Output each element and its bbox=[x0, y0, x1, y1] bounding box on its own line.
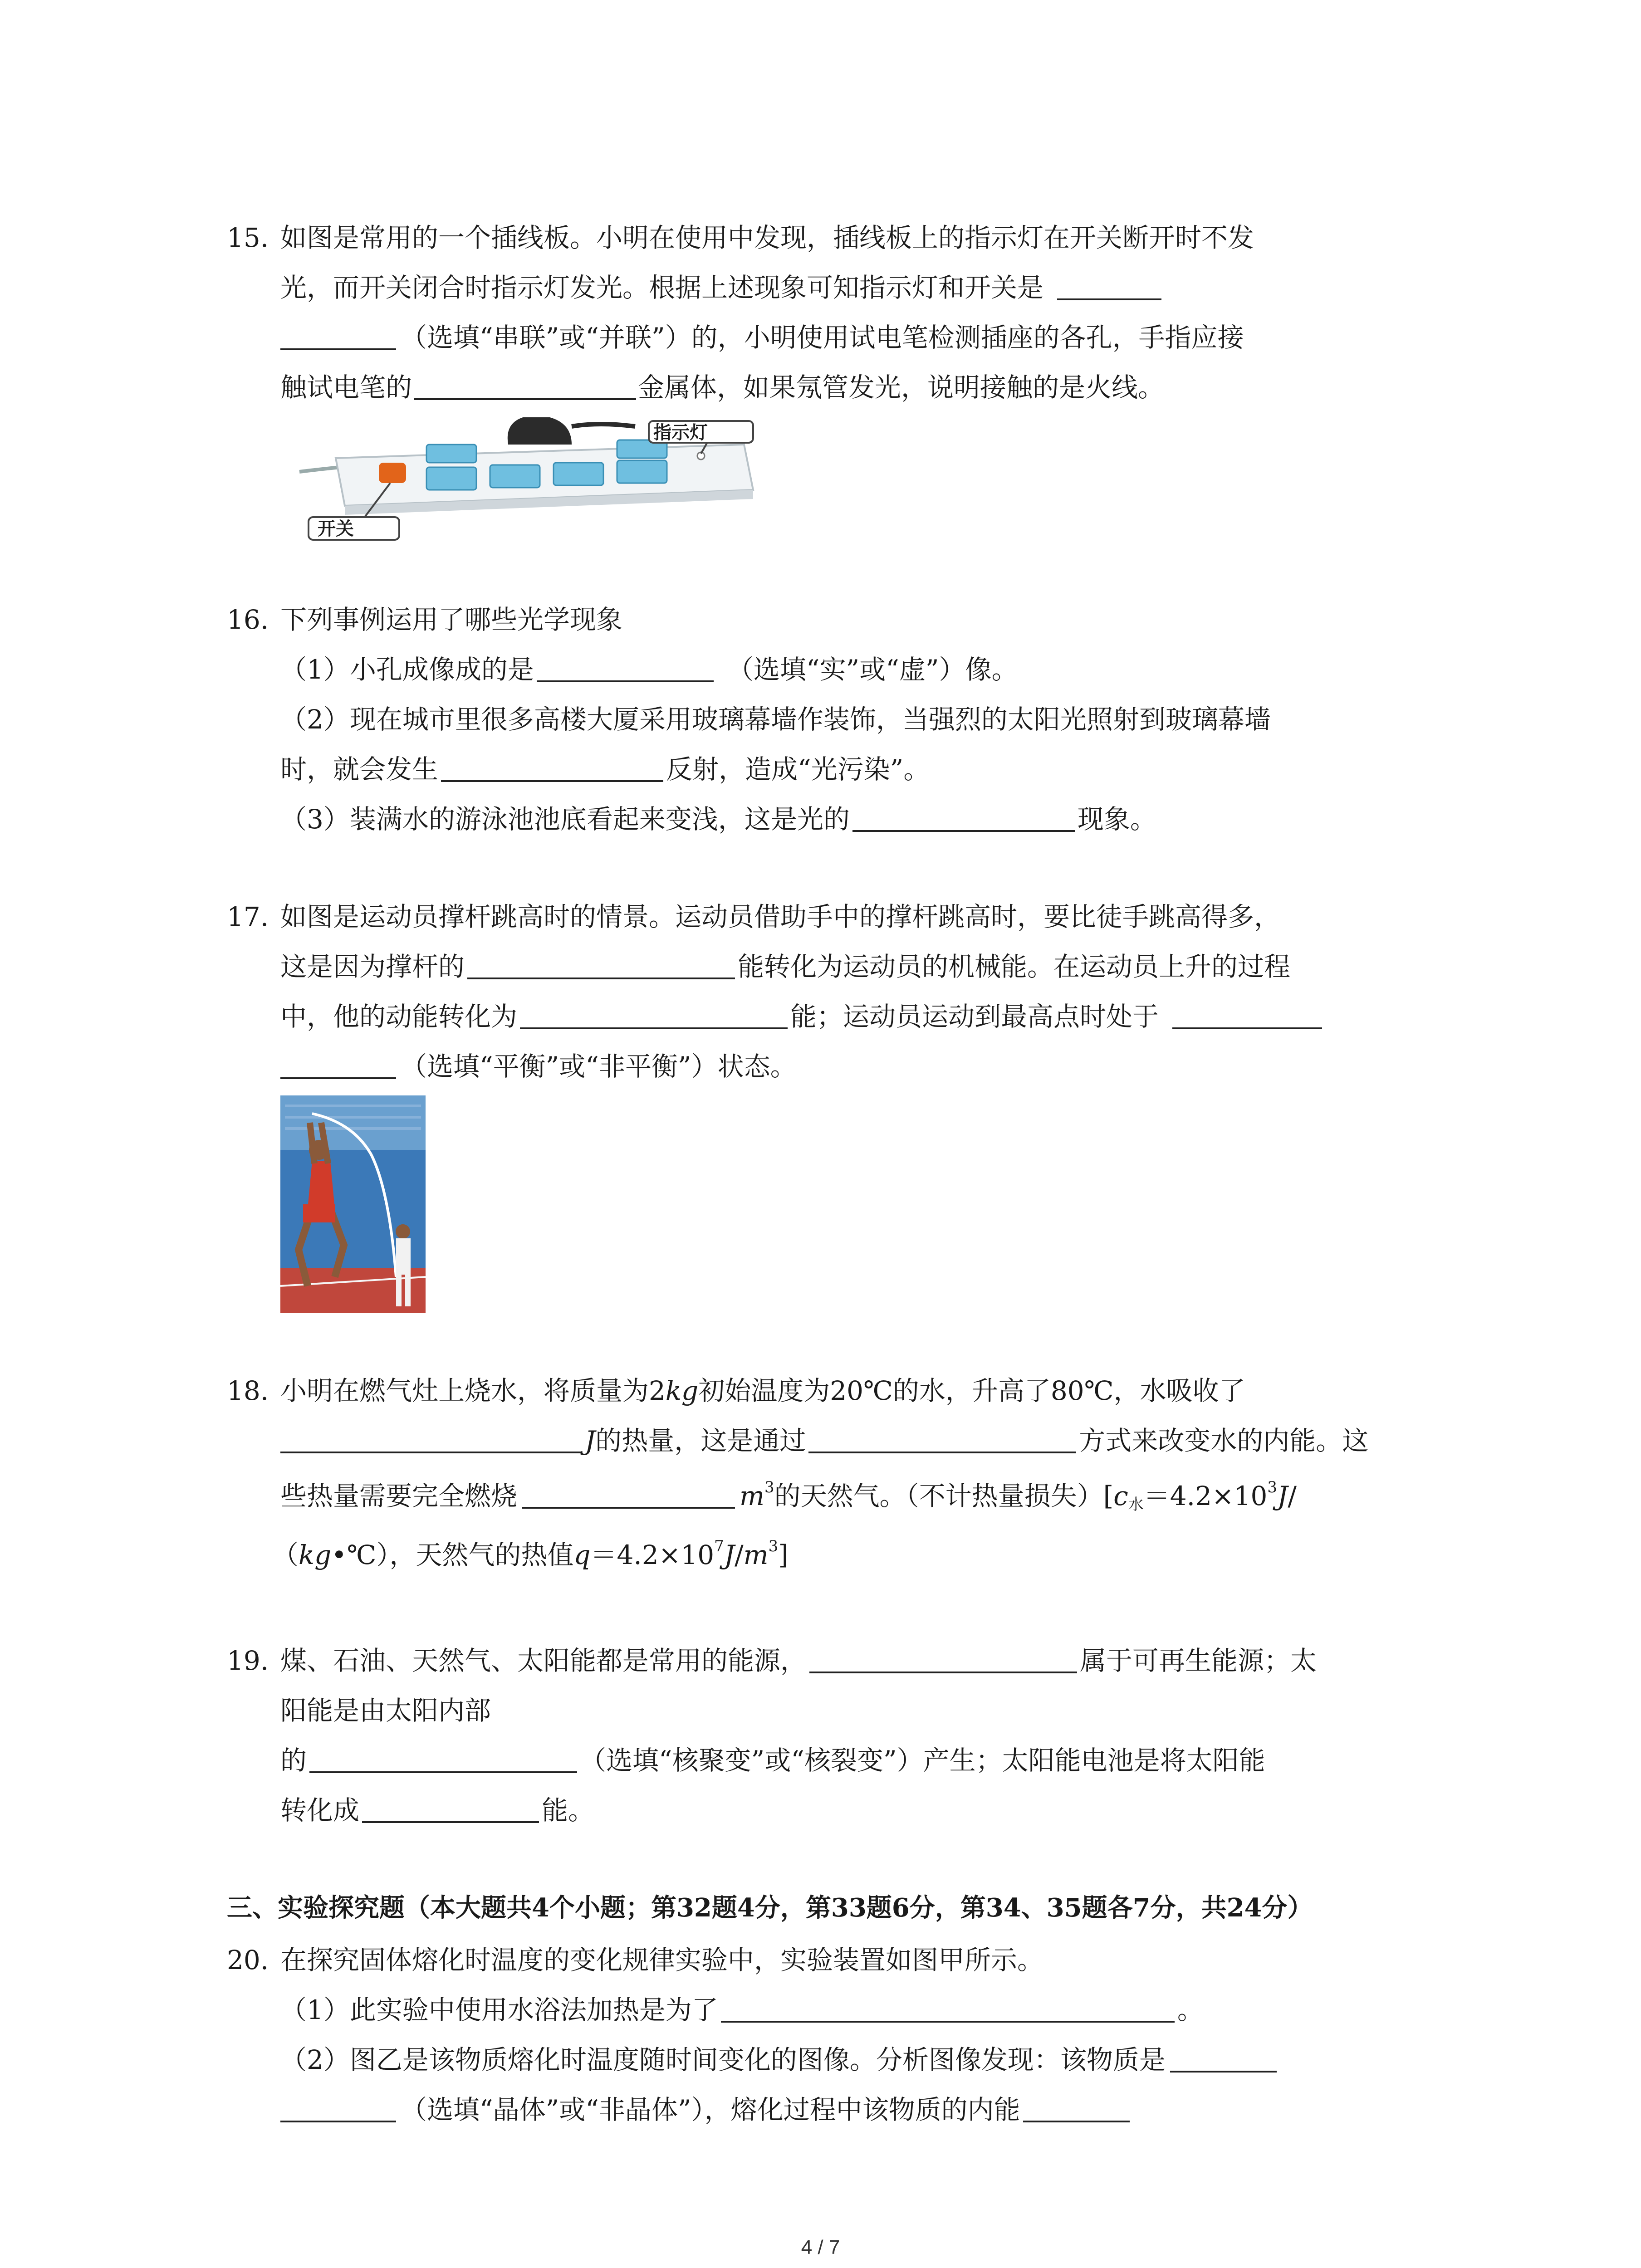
q19-line-2: 阳能是由太阳内部 bbox=[280, 1695, 491, 1726]
question-number: 16. bbox=[227, 604, 269, 635]
answer-blank[interactable] bbox=[309, 1744, 577, 1773]
q20-line-4 bbox=[280, 2093, 1130, 2126]
q17-text: 能转化为运动员的机械能。在运动员上升的过程 bbox=[738, 951, 1291, 982]
section-heading: 三、实验探究题（本大题共4个小题；第32题4分，第33题6分，第34、35题各7分，共24分） bbox=[227, 1893, 1313, 1923]
q16-text: （1）小孔成像成的是 bbox=[280, 654, 534, 685]
q18-text: ＝4.2×10 bbox=[1143, 1481, 1268, 1511]
q16-line-5 bbox=[280, 803, 1156, 836]
unit-joule: J bbox=[585, 1425, 596, 1456]
q16-line-4 bbox=[280, 753, 930, 786]
q18-text: •℃），天然气的热值 bbox=[331, 1540, 574, 1570]
q18-line-1 bbox=[280, 1374, 1245, 1407]
q18-text: 小明在燃气灶上烧水，将质量为2 bbox=[280, 1375, 666, 1406]
superscript: 3 bbox=[768, 1537, 779, 1555]
q16-text: 时，就会发生 bbox=[280, 754, 439, 785]
q19-text: 属于可再生能源；太 bbox=[1080, 1645, 1317, 1676]
q19-text: 能。 bbox=[542, 1795, 595, 1826]
question-number: 20. bbox=[227, 1945, 269, 1975]
unit-joule: J bbox=[724, 1540, 735, 1570]
q20-text: （选填“晶体”或“非晶体”），熔化过程中该物质的内能 bbox=[401, 2094, 1020, 2125]
q17-text: 这是因为撑杆的 bbox=[280, 951, 465, 982]
q15-text: 金属体，如果氖管发光，说明接触的是火线。 bbox=[638, 372, 1165, 403]
unit-joule: J bbox=[1277, 1481, 1288, 1511]
q15-line-3 bbox=[280, 321, 1244, 354]
answer-blank[interactable] bbox=[1023, 2093, 1130, 2122]
answer-blank[interactable] bbox=[362, 1794, 539, 1823]
q17-line-1: 如图是运动员撑杆跳高时的情景。运动员借助手中的撑杆跳高时，要比徒手跳高得多， bbox=[280, 901, 1281, 932]
q17-line-3 bbox=[280, 1000, 1322, 1033]
switch-icon bbox=[379, 463, 406, 483]
q15-text: 触试电笔的 bbox=[280, 372, 412, 403]
q15-line-2 bbox=[280, 271, 1161, 304]
q18-text: 些热量需要完全燃烧 bbox=[280, 1481, 518, 1511]
answer-blank[interactable] bbox=[852, 803, 1075, 832]
q18-text: / bbox=[1288, 1481, 1297, 1511]
answer-blank[interactable] bbox=[280, 1050, 396, 1079]
q18-text: 的热量，这是通过 bbox=[595, 1425, 806, 1456]
q17-text: （选填“平衡”或“非平衡”）状态。 bbox=[401, 1051, 797, 1082]
answer-blank[interactable] bbox=[280, 2093, 396, 2122]
q20-line-1: 在探究固体熔化时温度的变化规律实验中，实验装置如图甲所示。 bbox=[280, 1945, 1044, 1975]
answer-blank[interactable] bbox=[808, 1424, 1076, 1453]
q15-text: （选填“串联”或“并联”）的，小明使用试电笔检测插座的各孔，手指应接 bbox=[401, 322, 1244, 353]
unit-kg: kg bbox=[299, 1540, 332, 1570]
q15-line-4 bbox=[280, 371, 1164, 404]
unit-kg: kg bbox=[665, 1375, 699, 1406]
superscript: 3 bbox=[764, 1478, 774, 1496]
q19-text: 的 bbox=[280, 1745, 307, 1776]
answer-blank[interactable] bbox=[280, 1424, 582, 1453]
q20-line-2 bbox=[280, 1994, 1204, 2026]
superscript: 7 bbox=[714, 1537, 724, 1555]
q19-line-1 bbox=[280, 1644, 1317, 1677]
q18-text: （ bbox=[272, 1540, 299, 1570]
symbol-q: q bbox=[573, 1540, 591, 1570]
q19-line-3 bbox=[280, 1744, 1265, 1777]
symbol-c: c bbox=[1113, 1481, 1128, 1511]
pole-vault-photo bbox=[280, 1095, 426, 1313]
answer-blank[interactable] bbox=[414, 371, 636, 400]
label-switch: 开关 bbox=[318, 518, 354, 539]
question-number: 19. bbox=[227, 1645, 269, 1676]
label-indicator-light: 指示灯 bbox=[653, 422, 708, 443]
answer-blank[interactable] bbox=[467, 950, 735, 979]
q18-line-2 bbox=[280, 1424, 1368, 1457]
answer-blank[interactable] bbox=[280, 321, 396, 350]
answer-blank[interactable] bbox=[522, 1480, 735, 1509]
answer-blank[interactable] bbox=[520, 1000, 788, 1029]
superscript: 3 bbox=[1267, 1478, 1278, 1496]
answer-blank[interactable] bbox=[809, 1644, 1077, 1673]
q18-text: 初始温度为20℃的水，升高了80℃，水吸收了 bbox=[698, 1375, 1245, 1406]
q16-line-1: 下列事例运用了哪些光学现象 bbox=[280, 604, 623, 635]
q18-text: 方式来改变水的内能。这 bbox=[1079, 1425, 1369, 1456]
athlete-body bbox=[308, 1161, 335, 1209]
q18-line-4 bbox=[272, 1539, 789, 1571]
answer-blank[interactable] bbox=[1170, 2043, 1277, 2072]
question-number: 17. bbox=[227, 901, 269, 932]
question-number: 18. bbox=[227, 1375, 269, 1406]
answer-blank[interactable] bbox=[721, 1994, 1175, 2023]
q17-line-4 bbox=[280, 1050, 797, 1083]
q18-line-3 bbox=[280, 1480, 1297, 1512]
unit-m: m bbox=[740, 1481, 765, 1511]
q19-line-4 bbox=[280, 1794, 594, 1827]
q16-line-2 bbox=[280, 653, 1018, 686]
q20-text: （1）此实验中使用水浴法加热是为了 bbox=[280, 1994, 718, 2025]
question-number: 15. bbox=[227, 222, 269, 253]
q19-text: 煤、石油、天然气、太阳能都是常用的能源， bbox=[280, 1645, 807, 1676]
answer-blank[interactable] bbox=[1057, 271, 1161, 300]
answer-blank[interactable] bbox=[537, 653, 714, 682]
q18-text: 的天然气。（不计热量损失）[ bbox=[774, 1481, 1114, 1511]
q20-text: （2）图乙是该物质熔化时温度随时间变化的图像。分析图像发现：该物质是 bbox=[280, 2044, 1166, 2075]
q16-text: （选填“实”或“虚”）像。 bbox=[727, 654, 1018, 685]
q19-text: （选填“核聚变”或“核裂变”）产生；太阳能电池是将太阳能 bbox=[580, 1745, 1265, 1776]
q17-text: 中，他的动能转化为 bbox=[280, 1001, 518, 1032]
plug-icon bbox=[508, 417, 572, 445]
q16-text: 反射，造成“光污染”。 bbox=[666, 754, 930, 785]
answer-blank[interactable] bbox=[1172, 1000, 1322, 1029]
q18-text: ] bbox=[778, 1540, 789, 1570]
q18-text: ＝4.2×10 bbox=[590, 1540, 715, 1570]
q19-text: 转化成 bbox=[280, 1795, 360, 1826]
q16-text: 现象。 bbox=[1077, 804, 1156, 835]
q16-text: （3）装满水的游泳池池底看起来变浅，这是光的 bbox=[280, 804, 850, 835]
q17-line-2 bbox=[280, 950, 1290, 983]
unit-m: m bbox=[743, 1540, 769, 1570]
q16-line-3: （2）现在城市里很多高楼大厦采用玻璃幕墙作装饰，当强烈的太阳光照射到玻璃幕墙 bbox=[280, 704, 1271, 735]
q20-text: 。 bbox=[1177, 1994, 1204, 2025]
page-number: 4 / 7 bbox=[801, 2236, 840, 2258]
subscript-water: 水 bbox=[1128, 1496, 1144, 1514]
q15-text: 光，而开关闭合时指示灯发光。根据上述现象可知指示灯和开关是 bbox=[280, 272, 1044, 303]
answer-blank[interactable] bbox=[441, 753, 663, 782]
q15-line-1: 如图是常用的一个插线板。小明在使用中发现，插线板上的指示灯在开关断开时不发 bbox=[280, 222, 1254, 253]
q17-text: 能；运动员运动到最高点时处于 bbox=[790, 1001, 1159, 1032]
q18-text: / bbox=[735, 1540, 744, 1570]
q20-line-3 bbox=[280, 2043, 1277, 2076]
